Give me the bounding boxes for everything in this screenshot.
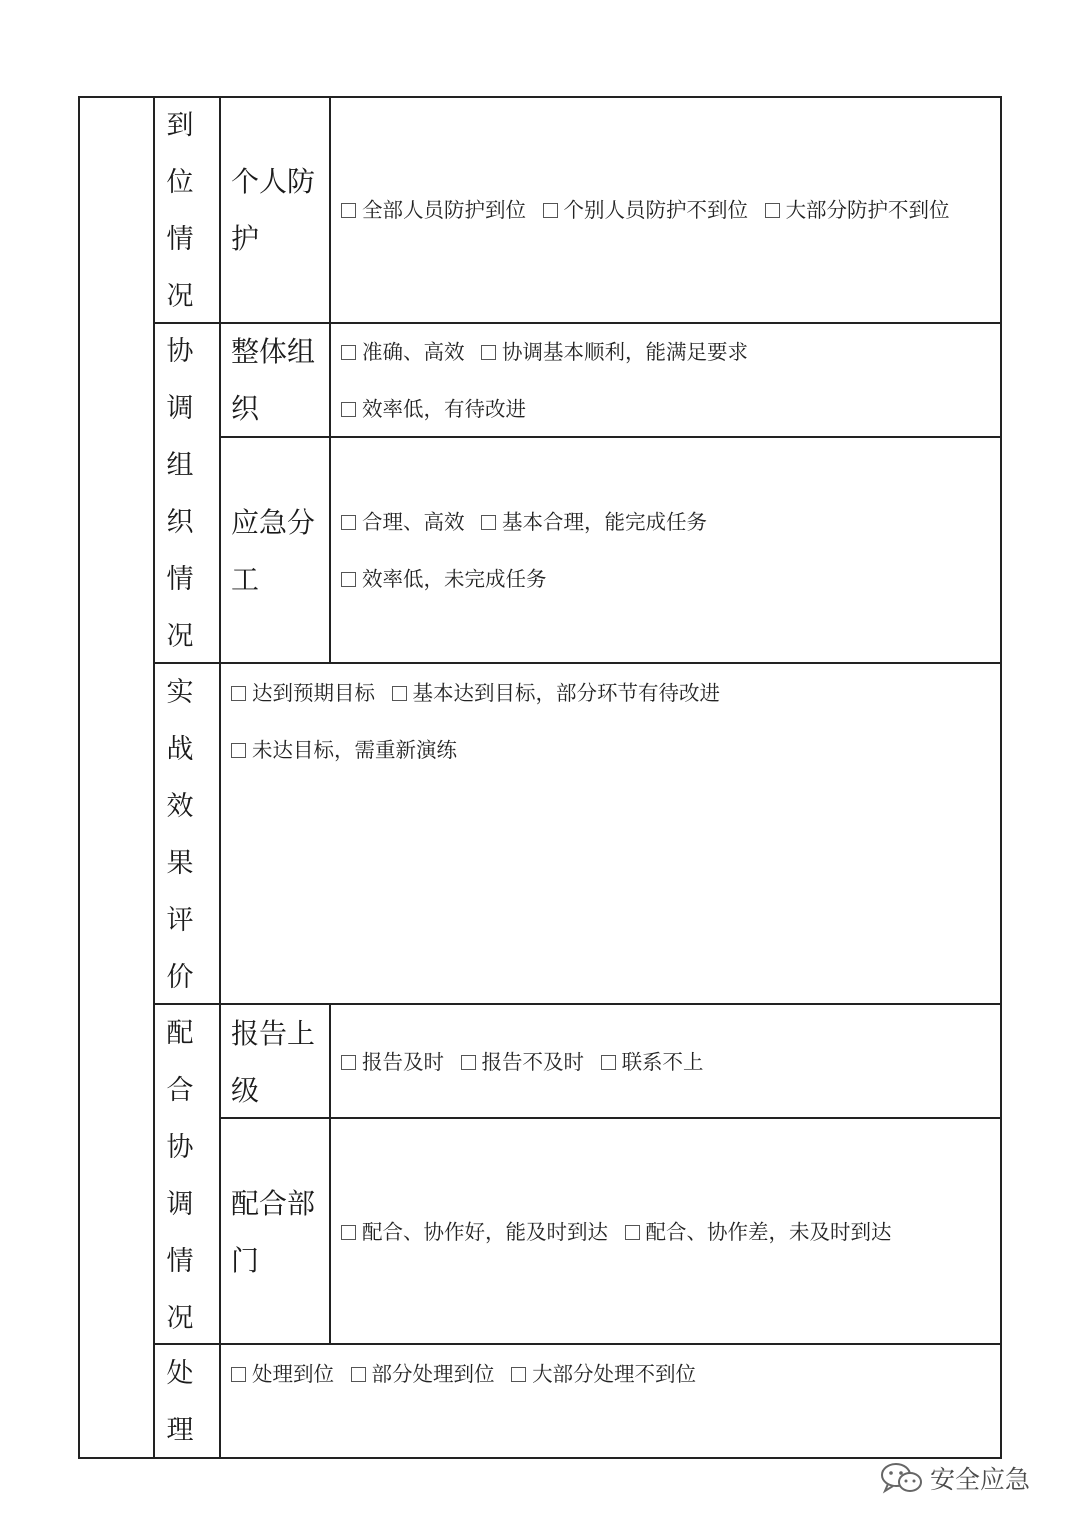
option-checkbox[interactable] (461, 1047, 585, 1077)
subsection-label-ge-ren-fang-hu (231, 153, 331, 267)
label-char: 战 (166, 734, 194, 765)
options-ge-ren-fang-hu (341, 195, 960, 225)
row-divider-5 (219, 1117, 1002, 1119)
checkbox-icon[interactable] (341, 345, 356, 360)
section-label-chu-li (156, 1345, 204, 1459)
label-char: 处 (166, 1358, 194, 1389)
label-line: 个人防 (231, 165, 316, 198)
label-line: 报告上 (231, 1017, 316, 1050)
subsection-label-ying-ji-fen-gong (231, 494, 331, 608)
options-zheng-ti-zu-zhi-line2 (341, 394, 536, 424)
option-checkbox[interactable] (341, 1217, 608, 1247)
label-char: 位 (166, 167, 194, 198)
option-label: 处理到位 (252, 1362, 334, 1386)
label-line: 织 (231, 392, 260, 425)
option-checkbox[interactable] (481, 337, 748, 367)
option-checkbox[interactable] (351, 1359, 495, 1389)
label-char: 协 (166, 336, 194, 367)
option-checkbox[interactable] (511, 1359, 696, 1389)
checkbox-icon[interactable] (351, 1367, 366, 1382)
subsection-label-zheng-ti-zu-zhi (231, 323, 331, 437)
checkbox-icon[interactable] (341, 572, 356, 587)
label-char: 实 (166, 677, 194, 708)
option-label: 效率低，未完成任务 (362, 567, 547, 591)
options-pei-he-bu-men (341, 1217, 902, 1247)
checkbox-icon[interactable] (543, 203, 558, 218)
option-label: 报告不及时 (481, 1050, 585, 1074)
option-checkbox[interactable] (601, 1047, 704, 1077)
label-char: 况 (166, 1303, 194, 1334)
option-checkbox[interactable] (341, 394, 526, 424)
option-label: 协调基本顺利，能满足要求 (502, 340, 749, 364)
option-checkbox[interactable] (341, 337, 465, 367)
label-char: 调 (166, 1189, 194, 1220)
checkbox-icon[interactable] (341, 515, 356, 530)
label-line: 配合部 (231, 1187, 316, 1220)
table-border-bottom (78, 1457, 1002, 1459)
label-char: 情 (166, 564, 194, 595)
checkbox-icon[interactable] (601, 1055, 616, 1070)
wechat-icon (880, 1460, 924, 1496)
label-char: 情 (166, 224, 194, 255)
option-checkbox[interactable] (543, 195, 749, 225)
checkbox-icon[interactable] (341, 1225, 356, 1240)
table-border-left (78, 96, 80, 1459)
option-label: 合理、高效 (362, 510, 465, 534)
option-checkbox[interactable] (341, 1047, 444, 1077)
options-shi-zhan-xiao-guo-line2 (231, 735, 467, 765)
section-label-dao-wei (156, 97, 204, 325)
option-label: 大部分处理不到位 (532, 1362, 697, 1386)
label-char: 合 (166, 1075, 194, 1106)
option-label: 全部人员防护到位 (362, 198, 526, 222)
checkbox-icon[interactable] (231, 686, 246, 701)
checkbox-icon[interactable] (231, 743, 246, 758)
option-checkbox[interactable] (392, 678, 721, 708)
label-char: 调 (166, 393, 194, 424)
option-label: 大部分防护不到位 (785, 198, 950, 222)
section-label-shi-zhan-xiao-guo (156, 664, 204, 1006)
label-char: 组 (166, 450, 194, 481)
option-label: 准确、高效 (362, 340, 465, 364)
subsection-label-bao-gao-shang-ji (231, 1005, 331, 1119)
label-char: 协 (166, 1132, 194, 1163)
column-divider-2 (219, 96, 221, 1459)
option-label: 配合、协作差，未及时到达 (645, 1220, 892, 1244)
checkbox-icon[interactable] (231, 1367, 246, 1382)
checkbox-icon[interactable] (625, 1225, 640, 1240)
row-divider-2 (219, 436, 1002, 438)
label-line: 工 (231, 563, 260, 596)
options-chu-li (231, 1359, 706, 1389)
label-char: 到 (166, 110, 194, 141)
option-checkbox[interactable] (765, 195, 950, 225)
option-label: 未达目标，需重新演练 (252, 738, 457, 762)
checkbox-icon[interactable] (481, 345, 496, 360)
label-char: 评 (166, 905, 194, 936)
options-zheng-ti-zu-zhi-line1 (341, 337, 758, 367)
checkbox-icon[interactable] (392, 686, 407, 701)
checkbox-icon[interactable] (341, 402, 356, 417)
options-bao-gao-shang-ji (341, 1047, 714, 1077)
watermark-text: 安全应急 (930, 1465, 1031, 1494)
label-line: 护 (231, 222, 260, 255)
options-ying-ji-fen-gong-line2 (341, 564, 557, 594)
checkbox-icon[interactable] (341, 1055, 356, 1070)
option-label: 配合、协作好，能及时到达 (362, 1220, 608, 1244)
label-char: 果 (166, 848, 194, 879)
option-checkbox[interactable] (231, 735, 457, 765)
option-checkbox[interactable] (231, 1359, 334, 1389)
label-char: 况 (166, 621, 194, 652)
label-line: 整体组 (231, 335, 316, 368)
option-checkbox[interactable] (341, 564, 547, 594)
option-label: 效率低，有待改进 (362, 397, 526, 421)
option-label: 达到预期目标 (252, 681, 375, 705)
label-char: 理 (166, 1415, 194, 1446)
label-line: 门 (231, 1244, 260, 1277)
label-line: 级 (231, 1074, 260, 1107)
label-line: 应急分 (231, 506, 316, 539)
checkbox-icon[interactable] (461, 1055, 476, 1070)
section-label-xie-tiao-zu-zhi (156, 323, 204, 665)
row-divider-3 (153, 662, 1002, 664)
option-label: 基本合理，能完成任务 (502, 510, 708, 534)
option-label: 联系不上 (621, 1050, 704, 1074)
checkbox-icon[interactable] (481, 515, 496, 530)
option-label: 基本达到目标，部分环节有待改进 (412, 681, 721, 705)
row-divider-6 (153, 1343, 1002, 1345)
option-checkbox[interactable] (481, 507, 707, 537)
checkbox-icon[interactable] (341, 203, 356, 218)
table-border-right (1000, 96, 1002, 1459)
checkbox-icon[interactable] (511, 1367, 526, 1382)
option-checkbox[interactable] (341, 195, 526, 225)
label-char: 价 (166, 962, 194, 993)
watermark (880, 1458, 1030, 1498)
label-char: 效 (166, 791, 194, 822)
checkbox-icon[interactable] (765, 203, 780, 218)
option-label: 个别人员防护不到位 (563, 198, 749, 222)
label-char: 况 (166, 281, 194, 312)
label-char: 配 (166, 1018, 194, 1049)
section-label-pei-he-xie-tiao (156, 1005, 204, 1347)
option-checkbox[interactable] (341, 507, 465, 537)
options-shi-zhan-xiao-guo-line1 (231, 678, 730, 708)
options-ying-ji-fen-gong-line1 (341, 507, 717, 537)
option-label: 报告及时 (362, 1050, 444, 1074)
option-checkbox[interactable] (231, 678, 375, 708)
option-checkbox[interactable] (625, 1217, 892, 1247)
subsection-label-pei-he-bu-men (231, 1175, 331, 1289)
option-label: 部分处理到位 (371, 1362, 495, 1386)
column-divider-1 (153, 96, 155, 1459)
table-border-top (78, 96, 1002, 98)
label-char: 织 (166, 507, 194, 538)
label-char: 情 (166, 1246, 194, 1277)
